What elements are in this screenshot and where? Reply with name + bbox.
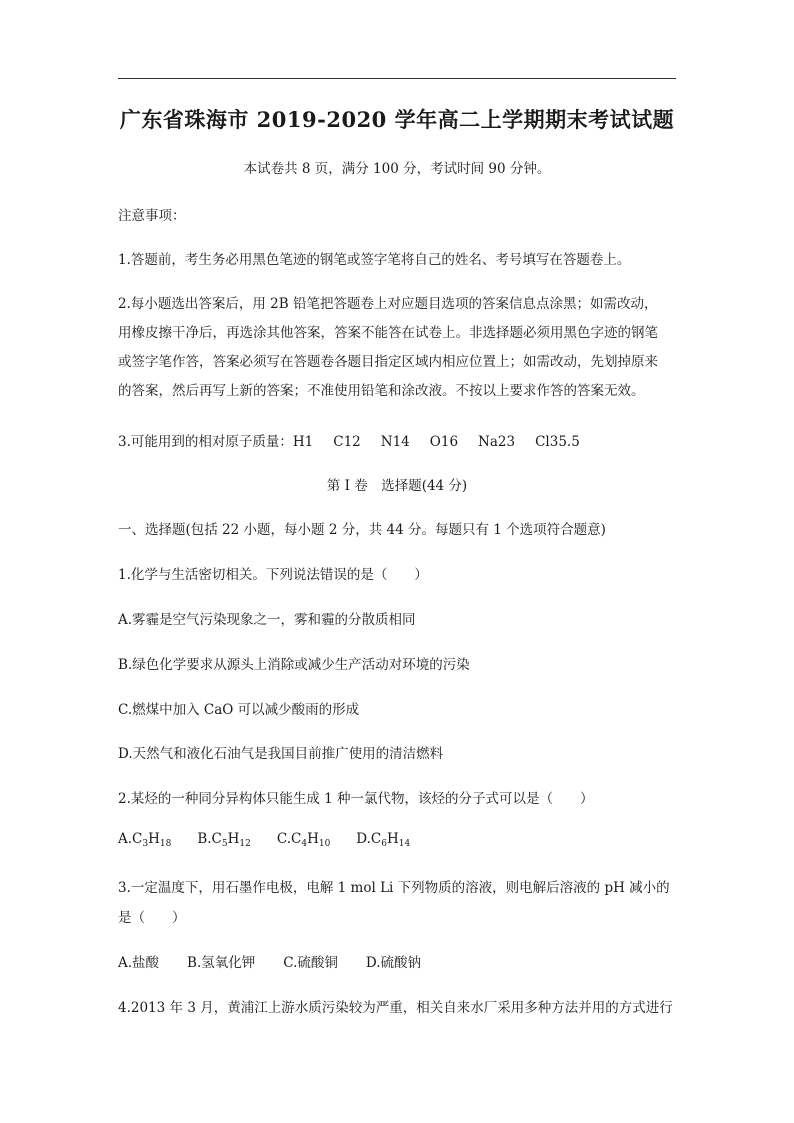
question-2-option-c: $C.C_4H_{10}$	[276, 831, 331, 849]
question-2-options	[118, 831, 410, 847]
question-3-option-a: A.盐酸	[118, 955, 160, 971]
notes-item-1: 1.答题前，考生务必用黑色笔迹的钢笔或签字笔将自己的姓名、考号填写在答题卷上。	[118, 252, 631, 268]
notes-item-2-line-1: 2.每小题选出答案后，用 2B 铅笔把答题卷上对应题目选项的答案信息点涂黑；如需改动，	[118, 296, 658, 312]
question-2-stem: 2.某烃的一种同分异构体只能生成 1 种一氯代物，该烃的分子式可以是（ ）	[118, 791, 594, 807]
atomic-mass: Cl35.5	[535, 434, 580, 450]
atomic-mass: H1	[292, 434, 314, 450]
atomic-mass: O16	[429, 434, 459, 450]
question-3-stem-line-1: 3.一定温度下，用石墨作电极，电解 1 mol Li 下列物质的溶液，则电解后溶液的 pH 减小的	[118, 880, 670, 896]
part-1-title: 第 I 卷 选择题(44 分)	[326, 478, 468, 494]
atomic-mass: C12	[333, 434, 361, 450]
atomic-mass: Na23	[478, 434, 516, 450]
question-1-option-b: B.绿色化学要求从源头上消除或减少生产活动对环境的污染	[118, 657, 470, 673]
question-2-option-d: $D.C_6H_{14}$	[356, 831, 411, 849]
notes-item-2-line-3: 或签字笔作答，答案必须写在答题卷各题目指定区域内相应位置上；如需改动，先划掉原来	[118, 354, 658, 370]
header-rule	[118, 78, 676, 79]
question-4-stem-line-1: 4.2013 年 3 月，黄浦江上游水质污染较为严重，相关自来水厂采用多种方法并用的方式进行	[118, 1000, 673, 1016]
notes-item-3-prefix: 3.可能用到的相对原子质量：	[118, 434, 293, 450]
part-1-instructions: 一、选择题(包括 22 小题，每小题 2 分，共 44 分。每题只有 1 个选项符合题意)	[118, 522, 606, 538]
question-3-option-d: D.硫酸钠	[365, 955, 422, 971]
question-1-option-d: D.天然气和液化石油气是我国目前推广使用的清洁燃料	[118, 746, 444, 762]
question-1-stem: 1.化学与生活密切相关。下列说法错误的是（ ）	[118, 567, 428, 583]
question-3-option-b: B.氢氧化钾	[187, 955, 256, 971]
notes-item-2-line-2: 用橡皮擦干净后，再选涂其他答案，答案不能答在试卷上。非选择题必须用黑色字迹的钢笔	[118, 325, 658, 341]
question-3-options	[118, 951, 421, 971]
question-2-option-b: $B.C_5H_{12}$	[197, 831, 251, 849]
question-1-option-a: A.雾霾是空气污染现象之一，雾和霾的分散质相同	[118, 612, 416, 628]
question-3-stem-line-2: 是（ ）	[118, 910, 186, 926]
question-3-option-c: C.硫酸铜	[283, 955, 338, 971]
exam-title: 广东省珠海市 2019-2020 学年高二上学期期末考试试题	[119, 107, 675, 132]
notes-item-3	[118, 430, 580, 450]
atomic-mass: N14	[380, 434, 410, 450]
question-2-option-a: $A.C_3H_{18}$	[118, 831, 172, 849]
notes-item-2-line-4: 的答案，然后再写上新的答案；不准使用铅笔和涂改液。不按以上要求作答的答案无效。	[118, 383, 645, 399]
question-1-option-c: C.燃煤中加入 CaO 可以减少酸雨的形成	[118, 702, 360, 718]
notes-heading: 注意事项：	[118, 208, 186, 224]
exam-subtitle: 本试卷共 8 页，满分 100 分，考试时间 90 分钟。	[243, 161, 551, 177]
